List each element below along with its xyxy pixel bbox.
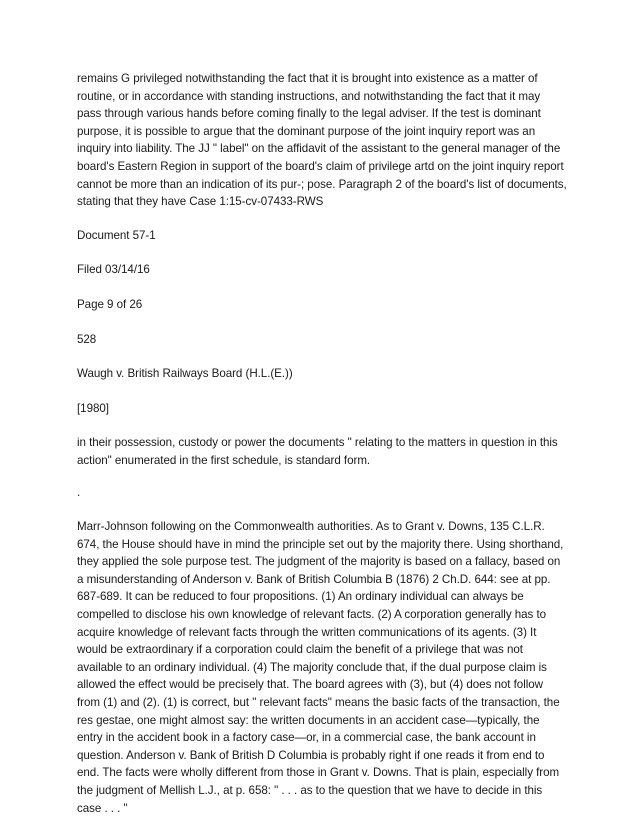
document-number: Document 57-1 (77, 228, 156, 242)
case-title: Waugh v. British Railways Board (H.L.(E.)) (77, 367, 293, 381)
separator-dot: . (77, 485, 81, 499)
body-paragraph-privilege: remains G privileged notwithstanding the fact that it is brought into existence as a matter of routine, or in accordance with standing instructions, and notwithstanding the fact that it may pass through various hands before coming finally to the legal adviser. If the test is dominant purpose, it is possible to argue that the dominant purpose of the joint inquiry report was an inquiry into liability. The JJ " label" on the affidavit of the assistant to the general manager of the board's Eastern Region in support of the board's claim of privilege artd on the joint inquiry report cannot be more than an indication of its pur-; pose. Paragraph 2 of the board's list of documents, stating that they have Case 1:15-cv-07433-RWS (77, 72, 567, 209)
case-year: [1980] (77, 401, 109, 415)
filed-date: Filed 03/14/16 (77, 263, 150, 277)
body-paragraph-possession: in their possession, custody or power the documents " relating to the matters in question in this action" enumerated in the first schedule, is standard form. (77, 436, 558, 467)
page-number: 528 (77, 332, 97, 346)
page-info: Page 9 of 26 (77, 297, 143, 311)
document-page (77, 70, 567, 817)
body-paragraph-argument: Marr-Johnson following on the Commonwealth authorities. As to Grant v. Downs, 135 C.L.R. 674, the House should have in mind the principle set out by the majority there. Using shorthand, they applied the sole purpose test. The judgment of the majority is based on a fallacy, based on a misunderstanding of Anderson v. Bank of British Columbia B (1876) 2 Ch.D. 644: see at pp. 687-689. It can be reduced to four propositions. (1) An ordinary individual can always be compelled to disclose his own knowledge of relevant facts. (2) A corporation generally has to acquire knowledge of relevant facts through the written communications of its agents. (3) It would be extraordinary if a corporation could claim the benefit of a privilege that was not available to an ordinary individual. (4) The majority conclude that, if the dual purpose claim is allowed the effect would be precisely that. The board agrees with (3), but (4) does not follow from (1) and (2). (1) is correct, but " relevant facts" means the basic facts of the transaction, the res gestae, one might almost say: the written documents in an accident case—typically, the entry in the accident book in a factory case—or, in a commercial case, the bank account in question. Anderson v. Bank of British D Columbia is probably right if one reads it from end to end. The facts were wholly different from those in Grant v. Downs. That is plain, especially from the judgment of Mellish L.J., at p. 658: " . . . as to the question that we have to decide in this case . . . " (77, 520, 564, 815)
